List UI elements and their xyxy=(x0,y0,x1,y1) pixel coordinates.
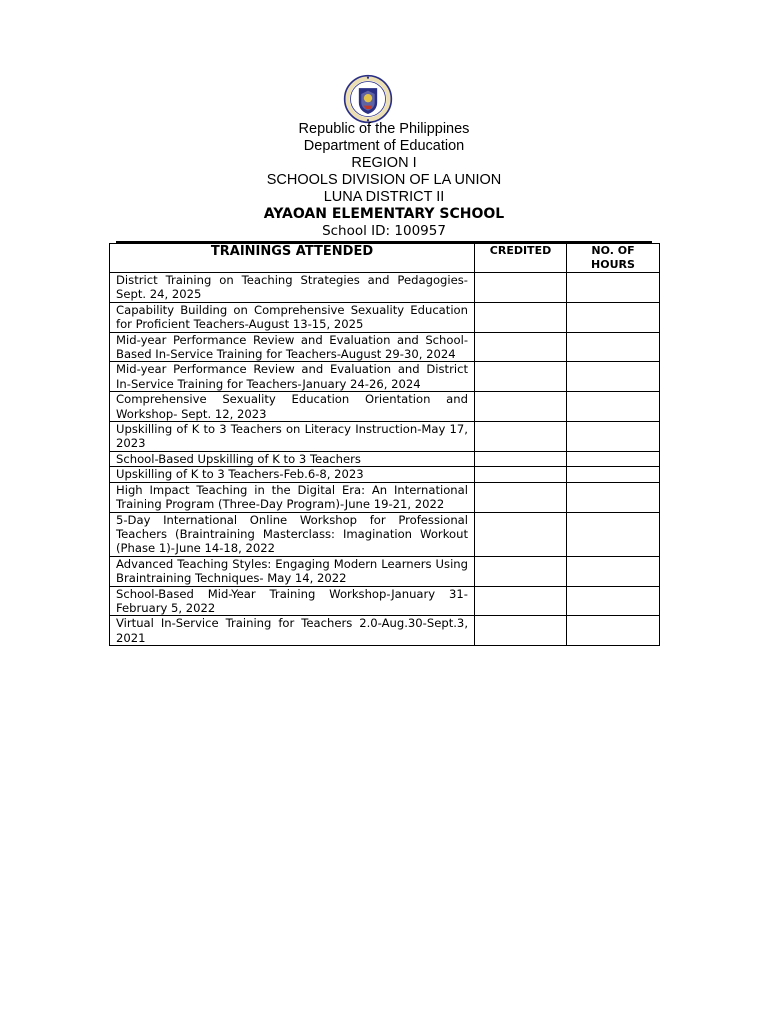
training-title: District Training on Teaching Strategies and Pedagogies-Sept. 24, 2025 xyxy=(110,273,475,303)
hours-cell xyxy=(567,302,660,332)
column-header-trainings: TRAININGS ATTENDED xyxy=(110,244,475,273)
hours-cell xyxy=(567,362,660,392)
training-title: Mid-year Performance Review and Evaluation and School-Based In-Service Training for Teachers-August 29-30, 2024 xyxy=(110,332,475,362)
table-row xyxy=(110,392,660,422)
hours-cell xyxy=(567,616,660,646)
school-name: AYAOAN ELEMENTARY SCHOOL xyxy=(263,206,505,222)
district-line: LUNA DISTRICT II xyxy=(323,189,445,205)
hours-cell xyxy=(567,273,660,303)
table-row xyxy=(110,616,660,646)
training-title: 5-Day International Online Workshop for Professional Teachers (Braintraining Masterclass: Imagination Workout (Phase 1)-June 14-18, 2022 xyxy=(110,512,475,556)
column-header-hours: NO. OF HOURS xyxy=(567,244,660,273)
credited-cell xyxy=(475,586,567,616)
table-row xyxy=(110,451,660,466)
table-row xyxy=(110,422,660,452)
credited-cell xyxy=(475,512,567,556)
table-row xyxy=(110,332,660,362)
hours-cell xyxy=(567,392,660,422)
credited-cell xyxy=(475,422,567,452)
credited-cell xyxy=(475,616,567,646)
document-header xyxy=(0,121,768,240)
credited-cell xyxy=(475,482,567,512)
credited-cell xyxy=(475,556,567,586)
training-title: Mid-year Performance Review and Evaluation and District In-Service Training for Teachers-January 24-26, 2024 xyxy=(110,362,475,392)
credited-cell xyxy=(475,302,567,332)
hours-cell xyxy=(567,422,660,452)
table-row xyxy=(110,273,660,303)
table-row xyxy=(110,482,660,512)
credited-cell xyxy=(475,467,567,482)
hours-cell xyxy=(567,482,660,512)
training-title: Upskilling of K to 3 Teachers-Feb.6-8, 2023 xyxy=(110,467,475,482)
training-title: High Impact Teaching in the Digital Era: An International Training Program (Three-Day Program)-June 19-21, 2022 xyxy=(110,482,475,512)
region-line: REGION I xyxy=(351,155,417,171)
credited-cell xyxy=(475,362,567,392)
department-line: Department of Education xyxy=(303,138,465,154)
school-id: School ID: 100957 xyxy=(322,223,446,239)
training-title: Upskilling of K to 3 Teachers on Literacy Instruction-May 17, 2023 xyxy=(110,422,475,452)
credited-cell xyxy=(475,273,567,303)
republic-line: Republic of the Philippines xyxy=(298,121,470,137)
hours-cell xyxy=(567,556,660,586)
training-title: Capability Building on Comprehensive Sexuality Education for Proficient Teachers-August 13-15, 2025 xyxy=(110,302,475,332)
training-title: Virtual In-Service Training for Teachers 2.0-Aug.30-Sept.3, 2021 xyxy=(110,616,475,646)
table-row xyxy=(110,467,660,482)
table-row xyxy=(110,302,660,332)
table-row xyxy=(110,556,660,586)
training-title: Comprehensive Sexuality Education Orientation and Workshop- Sept. 12, 2023 xyxy=(110,392,475,422)
training-title: School-Based Upskilling of K to 3 Teachers xyxy=(110,451,475,466)
column-header-credited: CREDITED xyxy=(475,244,567,273)
hours-cell xyxy=(567,586,660,616)
table-header-row xyxy=(110,244,660,273)
credited-cell xyxy=(475,392,567,422)
hours-cell xyxy=(567,467,660,482)
division-line: SCHOOLS DIVISION OF LA UNION xyxy=(266,172,502,188)
table-row xyxy=(110,512,660,556)
credited-cell xyxy=(475,451,567,466)
credited-cell xyxy=(475,332,567,362)
trainings-table xyxy=(109,243,660,646)
table-row xyxy=(110,362,660,392)
hours-cell xyxy=(567,332,660,362)
training-title: Advanced Teaching Styles: Engaging Modern Learners Using Braintraining Techniques- May 14, 2022 xyxy=(110,556,475,586)
hours-cell xyxy=(567,512,660,556)
training-title: School-Based Mid-Year Training Workshop-January 31-February 5, 2022 xyxy=(110,586,475,616)
table-row xyxy=(110,586,660,616)
deped-seal-logo xyxy=(338,74,398,124)
hours-cell xyxy=(567,451,660,466)
